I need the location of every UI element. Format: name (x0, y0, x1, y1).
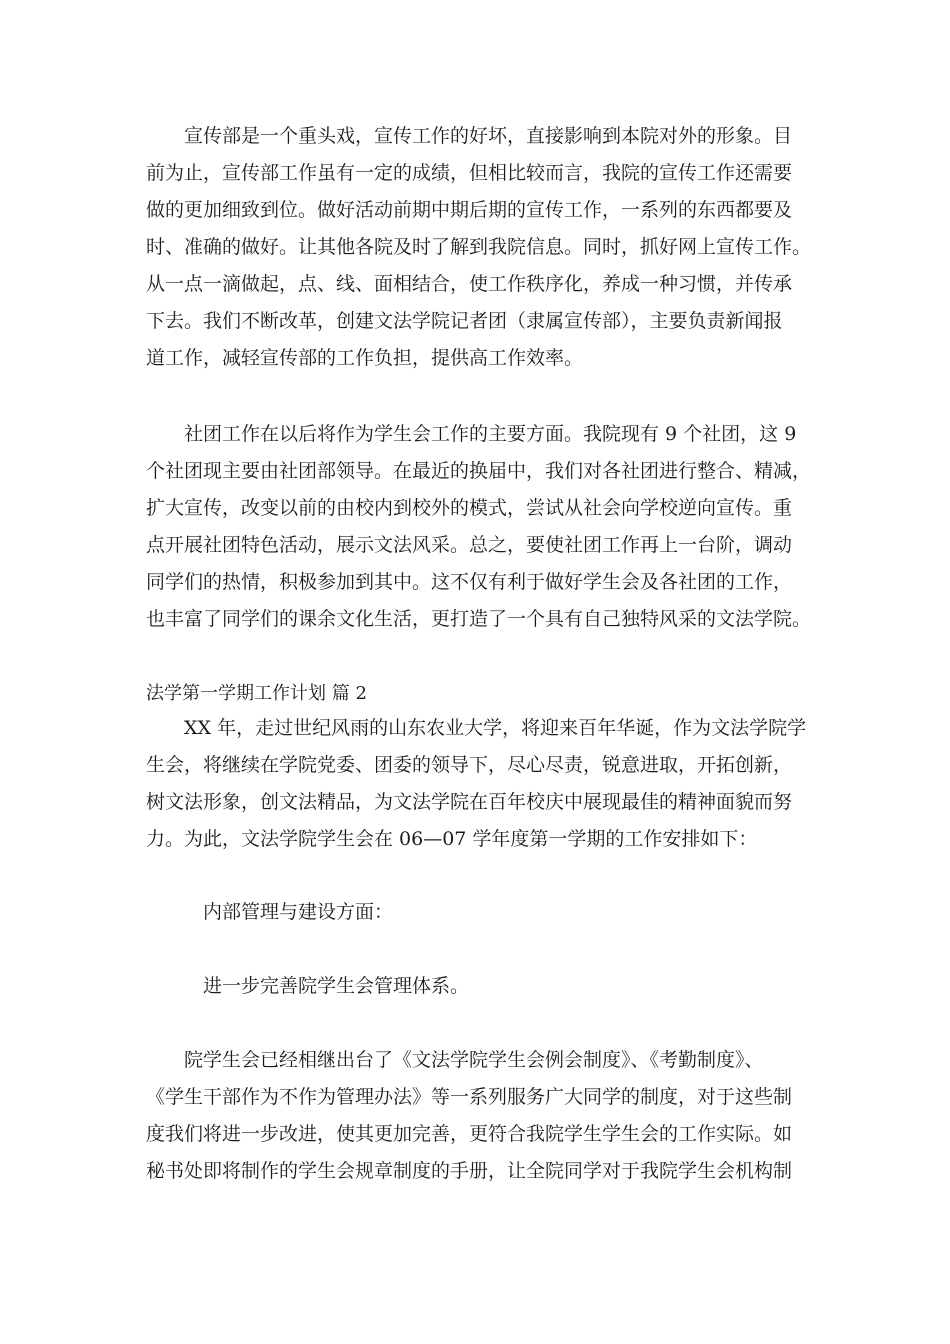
section-title: 法学第一学期工作计划 篇 2 (146, 683, 367, 704)
para3-line-3: 树文法形象，创文法精品，为文法学院在百年校庆中展现最佳的精神面貌而努 (146, 791, 793, 813)
para1-line-6: 下去。我们不断改革，创建文法学院记者团（隶属宣传部），主要负责新闻报 (146, 310, 783, 332)
para2-line-3: 扩大宣传，改变以前的由校内到校外的模式，尝试从社会向学校逆向宣传。重 (146, 497, 793, 519)
para2-line-5: 同学们的热情，积极参加到其中。这不仅有利于做好学生会及各社团的工作， (146, 571, 793, 593)
para4-line-1: 院学生会已经相继出台了《文法学院学生会例会制度》、《考勤制度》、 (184, 1049, 764, 1071)
para1-line-3: 做的更加细致到位。做好活动前期中期后期的宣传工作，一系列的东西都要及 (146, 199, 793, 221)
para4-line-4: 秘书处即将制作的学生会规章制度的手册，让全院同学对于我院学生会机构制 (146, 1160, 793, 1182)
heading-internal-management: 内部管理与建设方面： (203, 901, 394, 923)
para3-line-4: 力。为此，文法学院学生会在 06—07 学年度第一学期的工作安排如下： (146, 828, 758, 850)
para4-line-2: 《学生干部作为不作为管理办法》等一系列服务广大同学的制度，对于这些制 (146, 1086, 793, 1108)
para1-line-4: 时、准确的做好。让其他各院及时了解到我院信息。同时，抓好网上宣传工作。 (146, 236, 812, 258)
para3-line-1: XX 年，走过世纪风雨的山东农业大学，将迎来百年华诞，作为文法学院学 (184, 717, 807, 739)
para1-line-2: 前为止，宣传部工作虽有一定的成绩，但相比较而言，我院的宣传工作还需要 (146, 162, 793, 184)
para2-line-1: 社团工作在以后将作为学生会工作的主要方面。我院现有 9 个社团，这 9 (184, 423, 797, 445)
para3-line-2: 生会，将继续在学院党委、团委的领导下，尽心尽责，锐意进取，开拓创新， (146, 754, 793, 776)
para4-line-3: 度我们将进一步改进，使其更加完善，更符合我院学生学生会的工作实际。如 (146, 1123, 793, 1145)
para1-line-5: 从一点一滴做起，点、线、面相结合，使工作秩序化，养成一种习惯，并传承 (146, 273, 793, 295)
para1-line-7: 道工作，减轻宣传部的工作负担，提供高工作效率。 (146, 347, 584, 369)
heading-improve-system: 进一步完善院学生会管理体系。 (203, 975, 470, 997)
para2-line-2: 个社团现主要由社团部领导。在最近的换届中，我们对各社团进行整合、精减， (146, 460, 812, 482)
para1-line-1: 宣传部是一个重头戏，宣传工作的好坏，直接影响到本院对外的形象。目 (184, 125, 793, 147)
para2-line-4: 点开展社团特色活动，展示文法风采。总之，要使社团工作再上一台阶，调动 (146, 534, 793, 556)
para2-line-6: 也丰富了同学们的课余文化生活，更打造了一个具有自己独特风采的文法学院。 (146, 608, 812, 630)
